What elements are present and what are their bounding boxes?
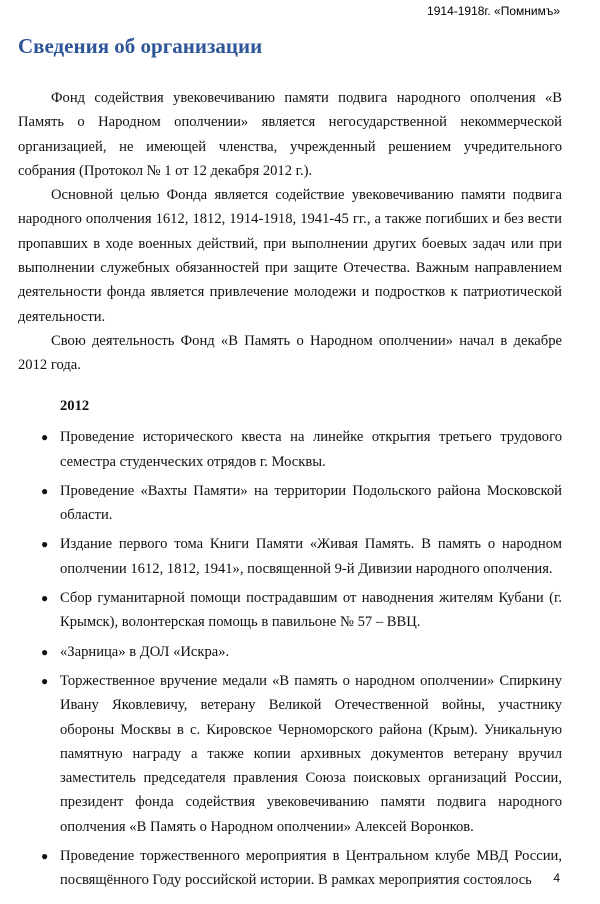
bullet-icon: ● xyxy=(41,644,49,659)
bullet-icon: ● xyxy=(41,537,49,552)
page-title: Сведения об организации xyxy=(18,34,263,58)
list-item-text: Издание первого тома Книги Памяти «Живая Память. В память о народном ополчении 1612, 1812, 1941», посвященной 9-й Дивизии народного ополчения. xyxy=(60,536,562,577)
list-item-text: Торжественное вручение медали «В память о народном ополчении» Спиркину Ивану Яковлевичу, ветерану Великой Отечественной войны, участнику обороны Москвы в с. Кировское Черноморского района (Крым). Уникальную памятную награду а также копии архивных документов ветерану вручил заместитель председателя правления Союза поисковых организаций России, президент фонда содействия увековечиванию памяти подвига народного ополчения «В Память о Народном ополчении» Алексей Воронков. xyxy=(60,672,562,835)
bullet-icon: ● xyxy=(41,673,49,688)
bullet-icon: ● xyxy=(41,591,49,606)
year-heading: 2012 xyxy=(60,398,90,414)
list-item-text: «Зарница» в ДОЛ «Искра». xyxy=(60,643,230,660)
list-item xyxy=(41,586,562,635)
list-item-text: Сбор гуманитарной помощи пострадавшим от наводнения жителям Кубани (г. Крымск), волонтерская помощь в павильоне № 57 – ВВЦ. xyxy=(60,590,562,631)
list-item xyxy=(41,532,562,581)
bullet-icon: ● xyxy=(41,430,49,445)
list-item-text: Проведение «Вахты Памяти» на территории Подольского района Московской области. xyxy=(60,482,562,524)
intro-text xyxy=(18,86,562,378)
list-item xyxy=(41,479,562,528)
list-item xyxy=(41,640,562,664)
page-number: 4 xyxy=(553,871,560,885)
list-item xyxy=(41,425,562,474)
list-item xyxy=(41,844,562,893)
event-list xyxy=(18,425,562,892)
paragraph: Фонд содействия увековечиванию памяти подвига народного ополчения «В Память о Народном ополчении» является негосударственной некоммерческой организацией, не имеющей членства, учрежденный решением учредительного собрания (Протокол № 1 от 12 декабря 2012 г.). xyxy=(18,90,562,179)
paragraph: Основной целью Фонда является содействие увековечиванию памяти подвига народного ополчения 1612, 1812, 1914-1918, 1941-45 гг., а также погибших и без вести пропавших в ходе военных действий, при выполнении других боевых задач или при выполнении служебных обязанностей при защите Отечества. Важным направлением деятельности фонда является привлечение молодежи и подростков к патриотической деятельности. xyxy=(18,187,562,325)
list-item-text: Проведение исторического квеста на линейке открытия третьего трудового семестра студенческих отрядов г. Москвы. xyxy=(60,429,562,470)
list-item xyxy=(41,669,562,839)
bullet-icon: ● xyxy=(41,849,49,864)
year-section xyxy=(18,394,562,898)
running-header: 1914-1918г. «Помнимъ» xyxy=(427,4,560,18)
paragraph: Свою деятельность Фонд «В Память о Народном ополчении» начал в декабре 2012 года. xyxy=(18,332,562,374)
bullet-icon: ● xyxy=(41,483,49,498)
list-item-text: Проведение торжественного мероприятия в Центральном клубе МВД России, посвящённого Году российской истории. В рамках мероприятия состоялось xyxy=(60,848,562,889)
